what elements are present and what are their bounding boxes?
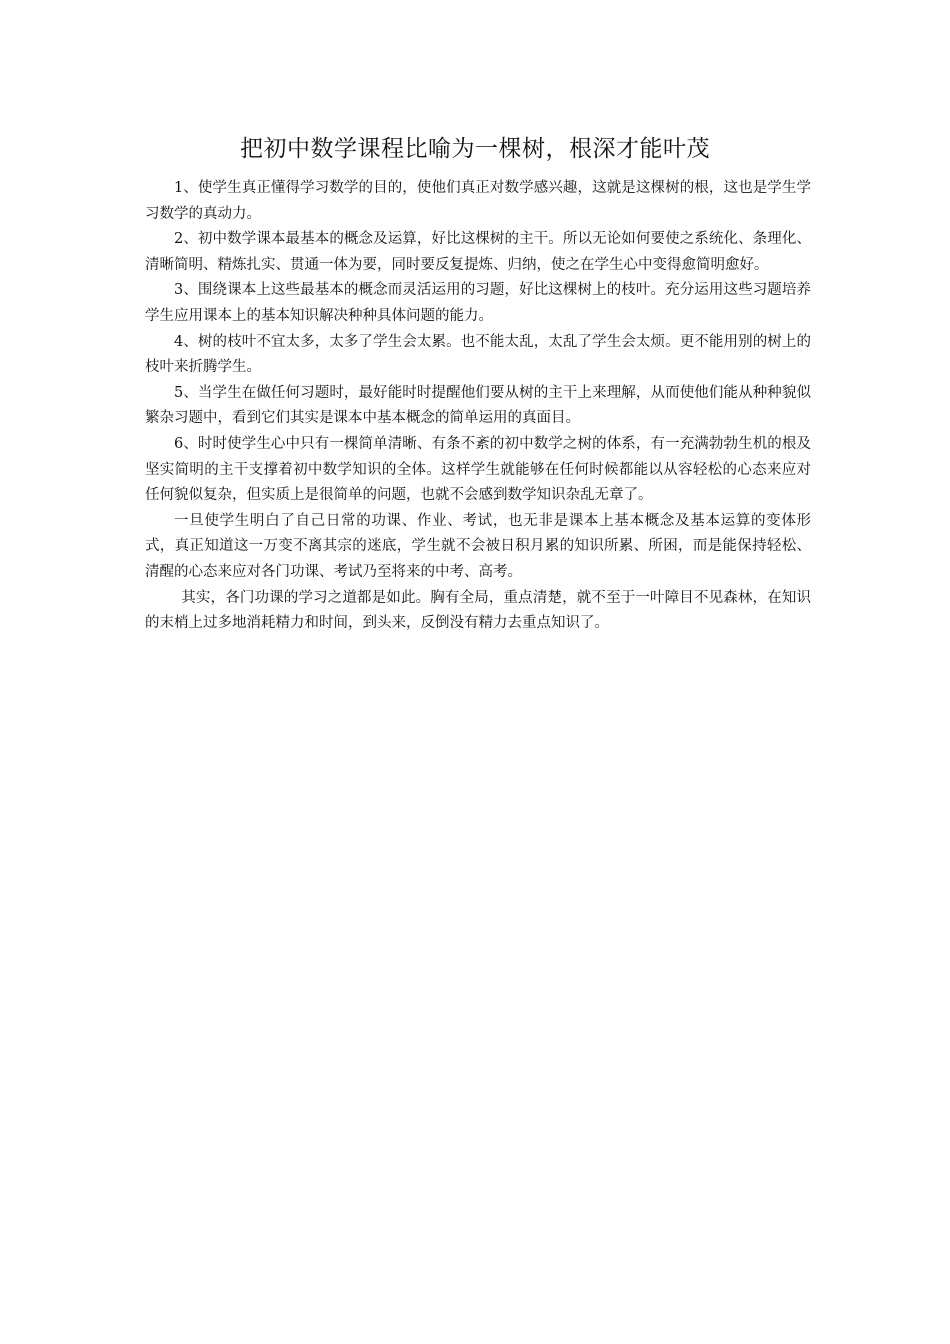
paragraph-5: 5、当学生在做任何习题时，最好能时时提醒他们要从树的主干上来理解，从而使他们能从种种貌似繁杂习题中，看到它们其实是课本中基本概念的简单运用的真面目。 bbox=[145, 384, 811, 427]
paragraph-2: 2、初中数学课本最基本的概念及运算，好比这棵树的主干。所以无论如何要使之系统化、条理化、清晰简明、精炼扎实、贯通一体为要，同时要反复提炼、归纳，使之在学生心中变得愈简明愈好。 bbox=[145, 231, 811, 273]
paragraph-6: 6、时时使学生心中只有一棵简单清晰、有条不紊的初中数学之树的体系，有一充满勃勃生机的根及坚实简明的主干支撑着初中数学知识的全体。这样学生就能够在任何时候都能以从容轻松的心态来应对任何貌似复杂，但实质上是很简单的问题，也就不会感到数学知识杂乱无章了。 bbox=[145, 435, 811, 504]
paragraph-3: 3、围绕课本上这些最基本的概念而灵活运用的习题，好比这棵树上的枝叶。充分运用这些习题培养学生应用课本上的基本知识解决种种具体问题的能力。 bbox=[145, 282, 811, 324]
paragraph-conclusion: 其实，各门功课的学习之道都是如此。胸有全局，重点清楚，就不至于一叶障目不见森林，在知识的末梢上过多地消耗精力和时间，到头来，反倒没有精力去重点知识了。 bbox=[145, 589, 811, 632]
document-title: 把初中数学课程比喻为一棵树，根深才能叶茂 bbox=[240, 136, 710, 162]
paragraph-4: 4、树的枝叶不宜太多，太多了学生会太累。也不能太乱，太乱了学生会太烦。更不能用别的树上的枝叶来折腾学生。 bbox=[145, 333, 811, 376]
paragraph-summary: 一旦使学生明白了自己日常的功课、作业、考试，也无非是课本上基本概念及基本运算的变体形式，真正知道这一万变不离其宗的迷底，学生就不会被日积月累的知识所累、所困，而是能保持轻松、清醒的心态来应对各门功课、考试乃至将来的中考、高考。 bbox=[145, 512, 811, 580]
document-body bbox=[145, 176, 811, 637]
paragraph-1: 1、使学生真正懂得学习数学的目的，使他们真正对数学感兴趣，这就是这棵树的根，这也是学生学习数学的真动力。 bbox=[145, 180, 811, 222]
